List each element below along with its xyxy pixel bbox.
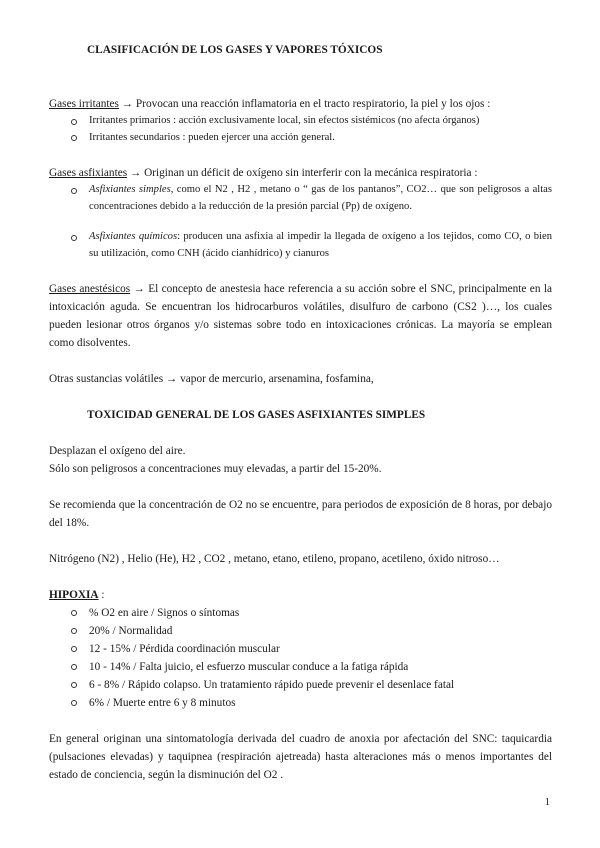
list-item: 20% / Normalidad: [69, 622, 552, 640]
text-gases-asfixiantes: → Originan un déficit de oxígeno sin interferir con la mecánica respiratoria :: [127, 167, 478, 179]
document-page: [49, 40, 552, 784]
term-gases-anestesicos: Gases anestésicos: [49, 283, 131, 295]
list-item: Irritantes secundarios : pueden ejercer una acción general.: [69, 130, 552, 147]
list-item: % O2 en aire / Signos o síntomas: [69, 604, 552, 622]
list-item: 6 - 8% / Rápido colapso. Un tratamiento rápido puede prevenir el desenlace fatal: [69, 676, 552, 694]
text-asfixiantes-simples: , como el N2 , H2 , metano o “ gas de los pantanos”, CO2… que son peligrosos a altas concentraciones debido a la reducción de la presión parcial (Pp) de oxígeno.: [89, 184, 553, 212]
text-asfixiantes-quimicos: : producen una asfixia al impedir la llegada de oxígeno a los tejidos, como CO, o bien su utilización, como CNH (ácido cianhídrico) y cianuros: [89, 231, 552, 259]
list-item-asfixiantes-quimicos: [69, 229, 552, 262]
text-peligrosos: Sólo son peligrosos a concentraciones muy elevadas, a partir del 15-20%.: [49, 463, 382, 475]
section-title-clasificacion: CLASIFICACIÓN DE LOS GASES Y VAPORES TÓXICOS: [87, 44, 383, 56]
text-desplazan: Desplazan el oxígeno del aire.: [49, 445, 186, 457]
list-irritantes: [49, 113, 552, 146]
paragraph-otras-sustancias: Otras sustancias volátiles → vapor de mercurio, arsenamina, fosfamina,: [49, 373, 374, 385]
list-asfixiantes: [49, 182, 552, 262]
paragraph-gases-asfixiantes: [49, 164, 552, 182]
list-spacer: [69, 215, 552, 229]
term-gases-asfixiantes: Gases asfixiantes: [49, 167, 128, 179]
heading-hipoxia: [49, 586, 552, 604]
paragraph-gases-anestesicos: [49, 280, 552, 352]
list-hipoxia: [49, 604, 552, 712]
paragraph-gases-list: Nitrógeno (N2) , Helio (He), H2 , CO2 , metano, etano, etileno, propano, acetileno, óxido nitroso…: [49, 553, 500, 565]
list-item: 6% / Muerte entre 6 y 8 minutos: [69, 694, 552, 712]
paragraph-gases-irritantes: [49, 95, 552, 113]
page-number: 1: [544, 797, 550, 808]
list-item: 12 - 15% / Pérdida coordinación muscular: [69, 640, 552, 658]
term-hipoxia: HIPOXIA: [49, 589, 99, 601]
paragraph-conclusion: En general originan una sintomatología derivada del cuadro de anoxia por afectación del SNC: taquicardia (pulsaciones elevadas) y taquipnea (respiración ajetreada) hasta alteraciones más o menos importantes del estado de conciencia, según la disminución del O2 .: [49, 733, 552, 781]
hipoxia-suffix: :: [98, 589, 105, 601]
term-asfixiantes-simples: Asfixiantes simples: [89, 184, 171, 195]
text-gases-irritantes: → Provocan una reacción inflamatoria en el tracto respiratorio, la piel y los ojos :: [118, 98, 491, 110]
paragraph-recomienda: Se recomienda que la concentración de O2 no se encuentre, para periodos de exposición de 8 horas, por debajo del 18%.: [49, 499, 552, 529]
list-item: 10 - 14% / Falta juicio, el esfuerzo muscular conduce a la fatiga rápida: [69, 658, 552, 676]
term-gases-irritantes: Gases irritantes: [49, 98, 119, 110]
list-item: Irritantes primarios : acción exclusivamente local, sin efectos sistémicos (no afecta órganos): [69, 113, 552, 130]
section-title-toxicidad: TOXICIDAD GENERAL DE LOS GASES ASFIXIANTES SIMPLES: [87, 409, 426, 421]
text-gases-anestesicos: → El concepto de anestesia hace referencia a su acción sobre el SNC, principalmente en la intoxicación aguda. Se encuentran los hidrocarburos volátiles, disulfuro de carbono (CS2 )…, los cuales pueden lesionar otros órganos y/o sistemas sobre todo en intoxicaciones crónicas. La mayoría se emplean como disolventes.: [49, 283, 552, 349]
term-asfixiantes-quimicos: Asfixiantes químicos: [89, 231, 178, 242]
list-item-asfixiantes-simples: [69, 182, 552, 215]
